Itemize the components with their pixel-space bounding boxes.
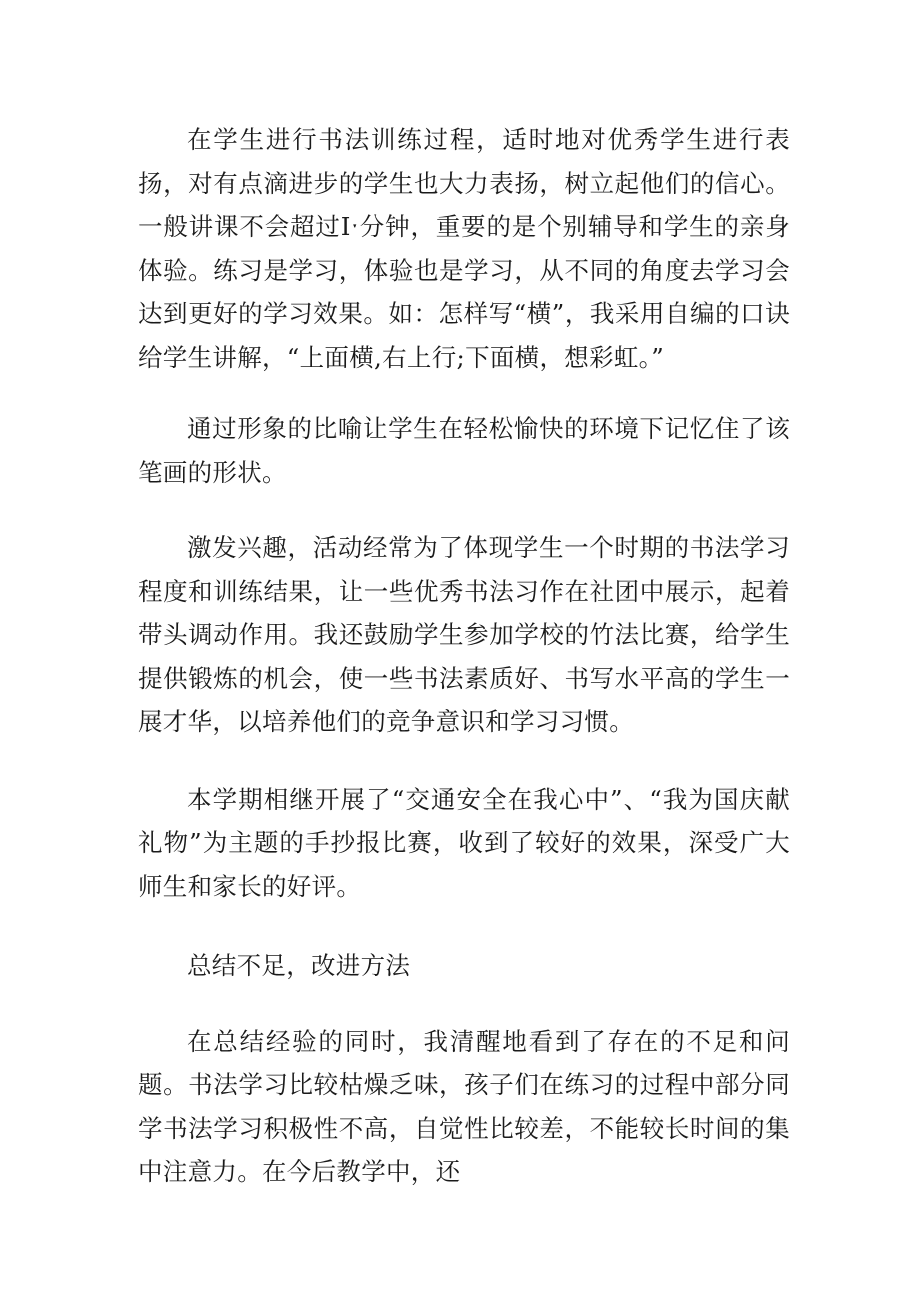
document-body xyxy=(138,118,790,1194)
paragraph-shortcomings: 在总结经验的同时，我清醒地看到了存在的不足和问题。书法学习比较枯燥乏味，孩子们在练习的过程中部分同学书法学习积极性不高，自觉性比较差，不能较长时间的集中注意力。在今后教学中，还 xyxy=(138,1026,790,1186)
paragraph-praise-students: 在学生进行书法训练过程，适时地对优秀学生进行表扬，对有点滴进步的学生也大力表扬，树立起他们的信心。一般讲课不会超过Iˑ分钟，重要的是个别辅导和学生的亲身体验。练习是学习，体验也是学习，从不同的角度去学习会达到更好的学习效果。如：怎样写“横”，我采用自编的口诀给学生讲解，“上面横,右上行;下面横，想彩虹。” xyxy=(138,125,790,372)
section-heading-shortcomings: 总结不足，改进方法 xyxy=(187,951,411,980)
paragraph-competition: 本学期相继开展了“交通安全在我心中”、“我为国庆献礼物”为主题的手抄报比赛，收到了较好的效果，深受广大师生和家长的好评。 xyxy=(138,784,790,901)
paragraph-stimulate-interest: 激发兴趣，活动经常为了体现学生一个时期的书法学习程度和训练结果，让一些优秀书法习作在社团中展示，起着带头调动作用。我还鼓励学生参加学校的竹法比赛，给学生提供锻炼的机会，使一些书法素质好、书写水平高的学生一展才华，以培养他们的竞争意识和学习习惯。 xyxy=(138,533,790,736)
paragraph-metaphor: 通过形象的比喻让学生在轻松愉快的环境下记忆住了该笔画的形状。 xyxy=(138,414,790,487)
